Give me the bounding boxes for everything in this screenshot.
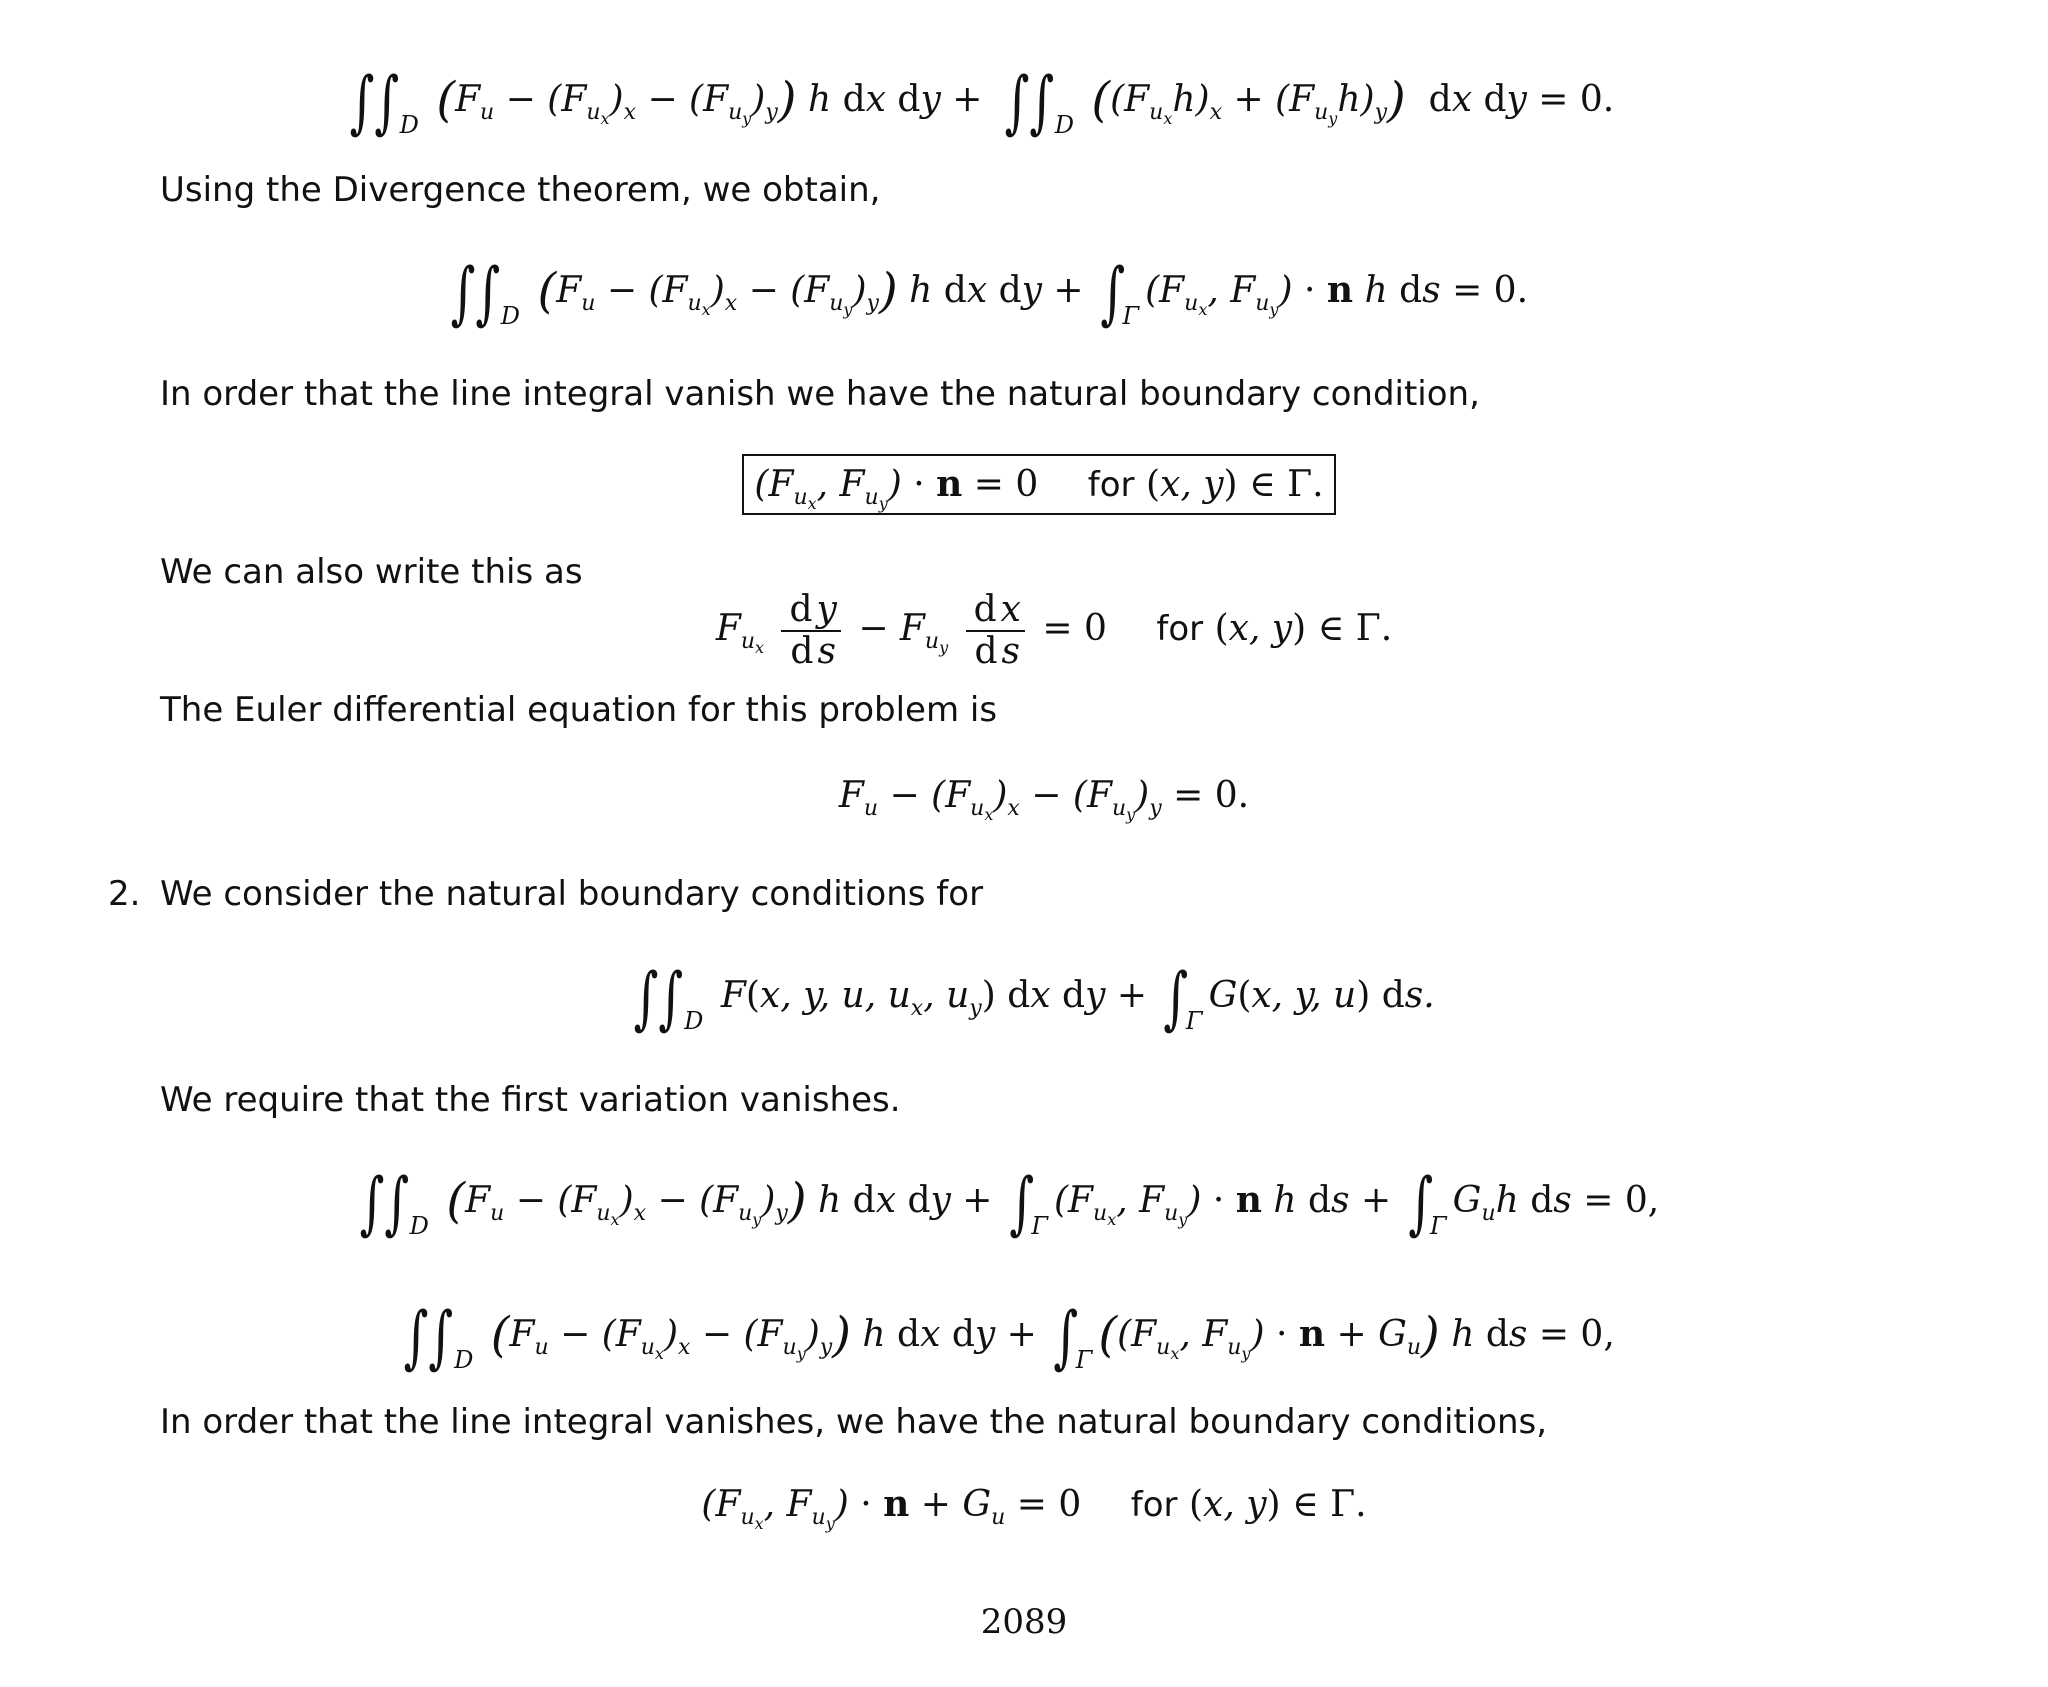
equation-functional: $\int\int_D$ F(x, y, u, $u_x$, $u_y$) dx dy + $\int_\Gamma G(x$, y, u) ds.	[633, 959, 1435, 1038]
equation-variation-with-g: $\int\int_D$ $(F_u - (F_{u_x})_x - (F_{u_y})_y)$ h dx dy + $\int_\Gamma(F_{u_x}$, $F_{u_y}) \cdot n$ h ds + $\int_\Gamma G_uh$ ds = 0,	[359, 1164, 1660, 1243]
paragraph-line-integral-vanish: In order that the line integral vanish we have the natural boundary condition,	[160, 374, 1480, 414]
paragraph-divergence-theorem: Using the Divergence theorem, we obtain,	[160, 170, 881, 210]
equation-variation-combined: $\int\int_D$ $(F_u - (F_{u_x})_x - (F_{u_y})_y)$ h dx dy + $\int_\Gamma$ (($F_{u_x}$, $F_{u_y}) \cdot n + G_u$) h ds = 0,	[403, 1298, 1615, 1377]
paragraph-item-two: We consider the natural boundary conditions for	[160, 874, 984, 914]
equation-natural-boundary-condition: ($F_{u_x}$, $F_{u_y}) \cdot n = 0$ for (x, y) ∈ Γ.	[0, 454, 2048, 515]
paragraph-first-variation: We require that the first variation vanishes.	[160, 1080, 901, 1120]
equation-divergence-applied: $\int\int_D$ $(F_u - (F_{u_x})_x - (F_{u_y})_y)$ h dx dy + $\int_\Gamma(F_{u_x}$, $F_{u_y}) \cdot n$ h ds = 0.	[450, 254, 1529, 333]
list-item-number: 2.	[108, 874, 141, 914]
equation-euler-differential: $F_u - (F_{u_x})_x - (F_{u_y})_y = 0$.	[838, 775, 1250, 824]
equation-first-variation-split: $\int\int_D$ $(F_u - (F_{u_x})_x - (F_{u_y})_y)$ h dx dy + $\int\int_D$ $((F_{u_x}h)_x + (F_{u_y}h)_y)$ dx dy = 0.	[349, 63, 1615, 142]
equation-boundary-fraction-form: $F_{u_x}$ $\frac{\text{d y}}{\text{d s}}$ − $F_{u_y}$ $\frac{\text{d x}}{\text{d s}}$ = 0 for (x, y) ∈ Γ.	[715, 589, 1393, 672]
paragraph-line-integral-vanishes: In order that the line integral vanishes, we have the natural boundary conditions,	[160, 1402, 1548, 1442]
paragraph-euler-equation: The Euler differential equation for this problem is	[160, 690, 998, 730]
equation-natural-boundary-condition-g: ($F_{u_x}$, $F_{u_y}) \cdot n + G_u = 0$ for (x, y) ∈ Γ.	[701, 1483, 1367, 1533]
page-number: 2089	[980, 1602, 1068, 1642]
paragraph-also-write: We can also write this as	[160, 552, 583, 592]
